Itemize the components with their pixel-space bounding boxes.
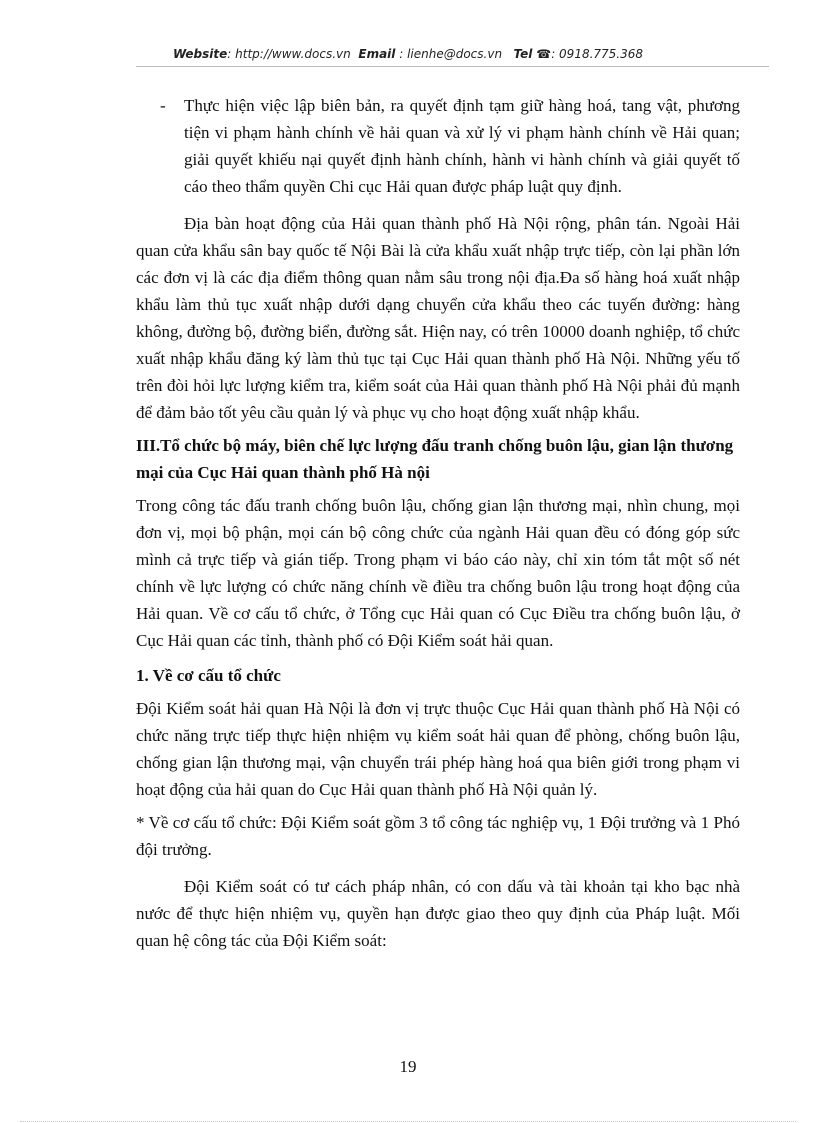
tel-label: Tel (513, 47, 533, 61)
section-heading-iii: III.Tổ chức bộ máy, biên chế lực lượng đấu tranh chống buôn lậu, gian lận thương mại của Cục Hải quan thành phố Hà nội (136, 436, 734, 482)
bullet-dash: - (160, 96, 166, 115)
tel-number: : 0918.775.368 (551, 47, 644, 61)
website-label: Website (172, 47, 228, 61)
paragraph-structure: * Về cơ cấu tổ chức: Đội Kiểm soát gồm 3 tổ công tác nghiệp vụ, 1 Đội trưởng và 1 Phó đội trưởng. (136, 813, 740, 859)
email-label: Email (358, 47, 396, 61)
footer-divider (20, 1121, 796, 1122)
email-address: : lienhe@docs.vn (395, 47, 503, 61)
phone-icon: ☎ (536, 47, 552, 61)
paragraph-team: Đội Kiểm soát hải quan Hà Nội là đơn vị trực thuộc Cục Hải quan thành phố Hà Nội có chức năng trực tiếp thực hiện nhiệm vụ kiểm soát hải quan để phòng, chống buôn lậu, chống gian lận thương mại, vận chuyển trái phép hàng hoá qua biên giới trong phạm vi hoạt động của hải quan do Cục Hải quan thành phố Hà Nội quản lý. (136, 699, 740, 799)
header-divider (136, 66, 769, 67)
paragraph-area: Địa bàn hoạt động của Hải quan thành phố Hà Nội rộng, phân tán. Ngoài Hải quan cửa khẩu sân bay quốc tế Nội Bài là cửa khẩu xuất nhập trực tiếp, còn lại phần lớn các đơn vị là các địa điểm thông quan nằm sâu trong nội địa.Đa số hàng hoá xuất nhập khẩu làm thủ tục xuất nhập dưới dạng chuyển cửa khẩu theo các tuyến đường: hàng không, đường bộ, đường biển, đường sắt. Hiện nay, có trên 10000 doanh nghiệp, tổ chức xuất nhập khẩu đăng ký làm thủ tục tại Cục Hải quan thành phố Hà Nội. Những yếu tố trên đòi hỏi lực lượng kiểm tra, kiểm soát của Hải quan thành phố Hà Nội phải đủ mạnh để đảm bảo tốt yêu cầu quản lý và phục vụ cho hoạt động xuất nhập khẩu. (136, 214, 740, 422)
paragraph-struggle: Trong công tác đấu tranh chống buôn lậu, chống gian lận thương mại, nhìn chung, mọi đơn vị, mọi bộ phận, mọi cán bộ công chức của ngành Hải quan đều có đóng góp sức mình cả trực tiếp và gián tiếp. Trong phạm vi báo cáo này, chỉ xin tóm tắt một số nét chính về lực lượng có chức năng chính về điều tra chống buôn lậu trong hoạt động của Hải quan. Về cơ cấu tổ chức, ở Tổng cục Hải quan có Cục Điều tra chống buôn lậu, ở Cục Hải quan các tỉnh, thành phố có Đội Kiểm soát hải quan. (136, 496, 740, 650)
section-heading-1: 1. Về cơ cấu tổ chức (136, 666, 281, 685)
document-body (136, 92, 740, 960)
page-number: 19 (399, 1057, 417, 1076)
website-url: : http://www.docs.vn (227, 47, 351, 61)
bullet-item (136, 92, 740, 200)
paragraph-legal: Đội Kiểm soát có tư cách pháp nhân, có con dấu và tài khoản tại kho bạc nhà nước để thực hiện nhiệm vụ, quyền hạn được giao theo quy định của Pháp luật. Mối quan hệ công tác của Đội Kiểm soát: (136, 877, 740, 950)
bullet-text: Thực hiện việc lập biên bản, ra quyết định tạm giữ hàng hoá, tang vật, phương tiện vi phạm hành chính về hải quan và xử lý vi phạm hành chính về Hải quan; giải quyết khiếu nại quyết định hành chính, hành vi hành chính và giải quyết tố cáo theo thẩm quyền Chi cục Hải quan được pháp luật quy định. (184, 96, 740, 196)
page-header (0, 47, 816, 61)
